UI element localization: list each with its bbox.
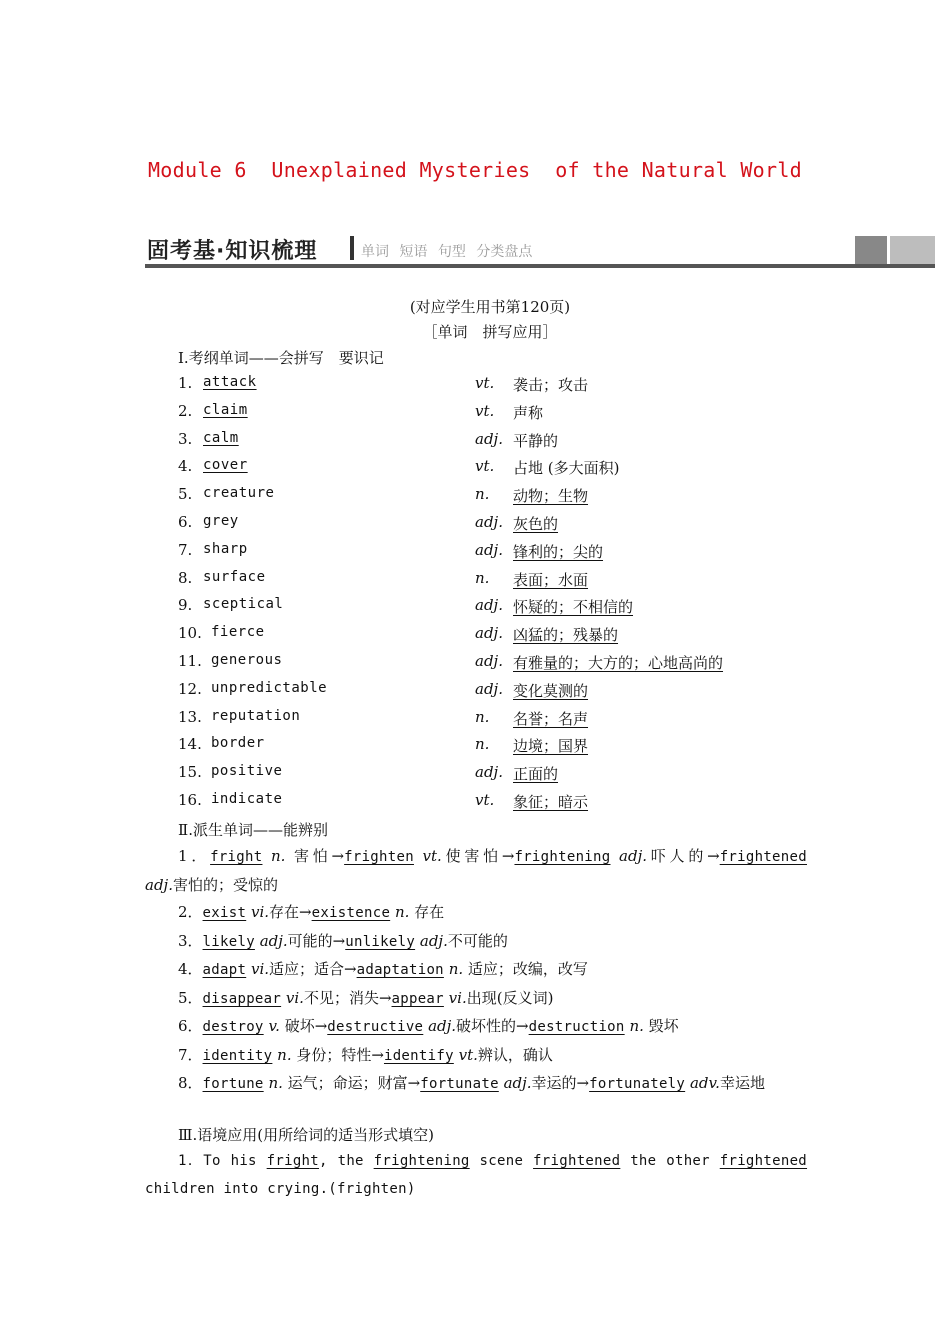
derivation-item: 7．identity n. 身份；特性→identify vt.辨认，确认: [178, 1045, 553, 1064]
answer-word: frighten: [344, 849, 414, 865]
banner-divider: [350, 236, 354, 260]
answer-word: fright: [266, 1153, 320, 1169]
derivation-item: 4．adapt vi.适应；适合→adaptation n. 适应；改编，改写: [178, 960, 588, 978]
vocab-pos: adj.: [475, 596, 503, 615]
vocab-number: 3.: [178, 429, 193, 448]
vocab-number: 7.: [178, 540, 193, 559]
vocab-meaning: 正面的: [513, 765, 559, 784]
vocab-meaning: 凶猛的；残暴的: [513, 626, 619, 645]
vocab-word: claim: [203, 401, 248, 418]
vocab-number: 4.: [178, 457, 193, 476]
banner-gray-block-dark: [855, 236, 887, 264]
page-reference: (对应学生用书第120页): [409, 298, 571, 316]
vocab-row: [178, 596, 808, 618]
vocab-meaning: 平静的: [513, 431, 559, 450]
subsection-label: ［单词 拼写应用］: [422, 323, 558, 341]
vocab-pos: adj.: [475, 513, 503, 531]
vocab-row: [178, 735, 808, 757]
vocab-word: sceptical: [203, 596, 284, 613]
vocab-word: attack: [203, 374, 257, 390]
vocab-word: unpredictable: [211, 679, 328, 696]
vocab-row: [178, 569, 808, 591]
vocab-meaning: 灰色的: [513, 515, 559, 533]
vocab-number: 2.: [178, 401, 193, 420]
vocab-pos: n.: [475, 707, 490, 726]
answer-word: frightened: [719, 1153, 808, 1169]
vocab-meaning: 边境；国界: [513, 737, 589, 756]
vocab-meaning: 声称: [513, 403, 544, 422]
vocab-pos: n.: [475, 485, 490, 504]
vocab-pos: vt.: [475, 457, 495, 476]
vocab-meaning: 动物；生物: [513, 487, 589, 506]
vocab-number: 11.: [178, 652, 202, 670]
vocab-number: 12.: [178, 679, 202, 698]
vocab-meaning: 名誉；名声: [513, 709, 589, 728]
answer-word: frightened: [533, 1153, 621, 1169]
derivation-list: [145, 843, 807, 1099]
vocab-row: [178, 541, 808, 563]
vocab-number: 8.: [178, 568, 193, 587]
derivation-item: 5．disappear vi.不见；消失→appear vi.出现(反义词): [178, 988, 554, 1007]
section-banner: [145, 232, 935, 268]
exercise-line-continued: children into crying.(frighten): [145, 1180, 416, 1197]
vocab-row: [178, 708, 808, 730]
module-title: Module 6 Unexplained Mysteries of the Natural World: [147, 158, 803, 182]
vocab-word: border: [211, 735, 265, 752]
vocab-word: fierce: [211, 624, 265, 641]
vocab-pos: n.: [475, 735, 490, 754]
answer-word: frightening: [514, 849, 611, 865]
vocab-row: [178, 652, 808, 674]
vocab-meaning: 占地 (多大面积): [513, 459, 620, 478]
vocab-meaning: 表面；水面: [513, 570, 589, 589]
banner-gray-block-light: [890, 236, 935, 264]
vocab-pos: n.: [475, 568, 490, 587]
section-heading-2: Ⅱ.派生单词——能辨别: [178, 821, 328, 839]
vocab-pos: vt.: [475, 791, 495, 809]
vocab-row: [178, 402, 808, 424]
answer-word: frightened: [719, 849, 807, 865]
derivation-item: 8．fortune n. 运气；命运；财富→fortunate adj.幸运的→fortunately adv.幸运地: [178, 1074, 765, 1092]
vocab-row: [178, 624, 808, 646]
vocab-row: [178, 791, 808, 813]
vocab-meaning: 有雅量的；大方的；心地高尚的: [513, 654, 724, 672]
vocab-word: calm: [203, 429, 239, 446]
vocab-number: 13.: [178, 707, 202, 726]
derivation-item: 3．likely adj.可能的→unlikely adj.不可能的: [178, 931, 508, 950]
vocab-word: grey: [203, 513, 239, 529]
vocab-word: cover: [203, 457, 248, 474]
vocab-meaning: 变化莫测的: [513, 681, 589, 700]
vocab-number: 16.: [178, 791, 202, 809]
exercise-line: 1．To his fright, the frightening scene frightened the other frightened: [178, 1153, 808, 1169]
derivation-item-continued: adj.害怕的；受惊的: [145, 875, 278, 894]
vocab-meaning: 象征；暗示: [513, 793, 589, 811]
vocab-pos: vt.: [475, 401, 495, 420]
banner-subtitle: 单词 短语 句型 分类盘点: [361, 244, 533, 260]
vocab-word: indicate: [211, 791, 283, 807]
vocab-meaning: 怀疑的；不相信的: [513, 598, 634, 617]
vocab-row: [178, 513, 808, 535]
derivation-item: 2．exist vi.存在→existence n. 存在: [178, 903, 445, 921]
banner-title: 固考基·知识梳理: [147, 239, 318, 264]
vocab-pos: adj.: [475, 652, 503, 670]
vocab-number: 10.: [178, 624, 202, 643]
vocab-pos: adj.: [475, 763, 503, 782]
vocab-row: [178, 763, 808, 785]
vocab-word: surface: [203, 568, 266, 585]
section-heading-1: Ⅰ.考纲单词——会拼写 要识记: [178, 349, 384, 367]
answer-word: frightening: [373, 1153, 470, 1169]
answer-word: fright: [210, 849, 263, 865]
derivation-item: 1．fright n. 害怕→frighten vt.使害怕→frightening adj.吓人的→frightened: [178, 847, 807, 865]
vocab-row: [178, 430, 808, 452]
vocab-pos: vt.: [475, 374, 495, 392]
vocab-row: [178, 457, 808, 479]
vocab-word: sharp: [203, 540, 248, 557]
vocab-number: 6.: [178, 513, 193, 531]
vocab-word: reputation: [211, 707, 301, 724]
vocab-pos: adj.: [475, 429, 503, 448]
vocab-number: 14.: [178, 735, 202, 754]
vocab-number: 9.: [178, 596, 193, 615]
vocab-pos: adj.: [475, 624, 503, 643]
vocab-row: [178, 374, 808, 396]
context-exercise: [145, 1148, 807, 1203]
vocab-word: positive: [211, 763, 283, 780]
vocab-number: 15.: [178, 763, 202, 782]
derivation-item: 6．destroy v. 破坏→destructive adj.破坏性的→destruction n. 毁坏: [178, 1017, 679, 1035]
vocab-pos: adj.: [475, 540, 503, 559]
vocab-row: [178, 485, 808, 507]
banner-rule: [145, 264, 935, 268]
vocab-meaning: 锋利的；尖的: [513, 542, 604, 561]
vocab-word: creature: [203, 485, 275, 502]
vocab-meaning: 袭击；攻击: [513, 376, 589, 394]
vocab-word: generous: [211, 652, 283, 668]
vocab-number: 1.: [178, 374, 193, 392]
vocab-row: [178, 680, 808, 702]
vocab-pos: adj.: [475, 679, 503, 698]
vocab-number: 5.: [178, 485, 193, 504]
section-heading-3: Ⅲ.语境应用(用所给词的适当形式填空): [178, 1126, 434, 1144]
